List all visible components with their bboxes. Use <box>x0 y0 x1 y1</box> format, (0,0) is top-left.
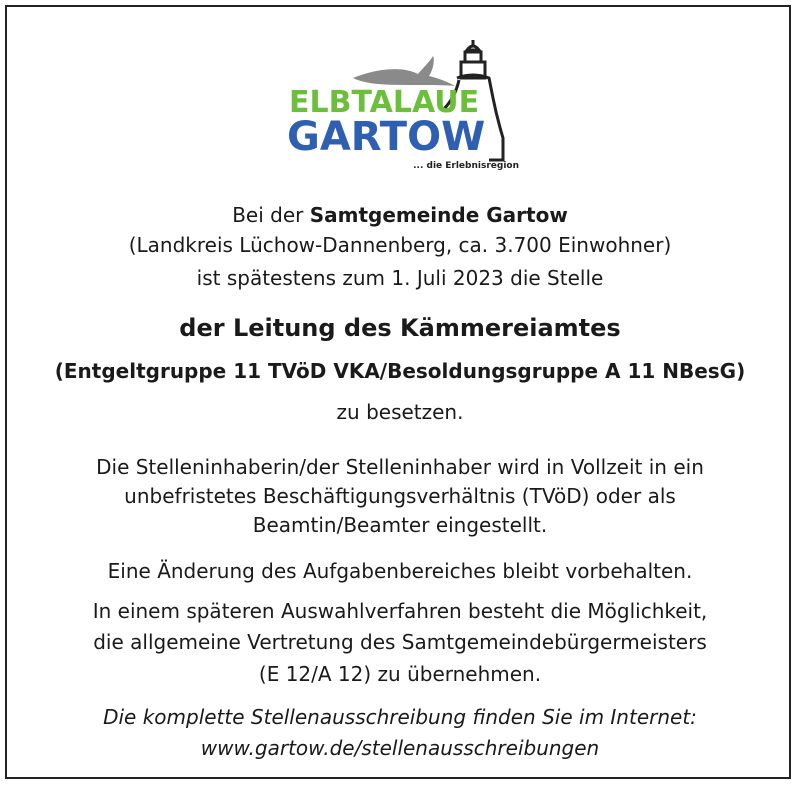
footer-line1: Die komplette Stellenausschreibung finden Sie im Internet: <box>103 705 697 729</box>
position-fill: zu besetzen. <box>336 400 464 424</box>
footer-url[interactable]: www.gartow.de/stellenausschreibungen <box>200 736 600 760</box>
logo-line1: ELBTALAUE <box>289 85 480 120</box>
body-p1-line3: Beamtin/Beamter eingestellt. <box>252 513 548 537</box>
intro-prefix: Bei der <box>232 203 310 227</box>
intro-line2: (Landkreis Lüchow-Dannenberg, ca. 3.700 Einwohner) <box>128 233 672 257</box>
intro-line3: ist spätestens zum 1. Juli 2023 die Stelle <box>196 266 604 290</box>
position-title: der Leitung des Kämmereiamtes <box>179 314 621 342</box>
body-p1-line2: unbefristetes Beschäftigungsverhältnis (TVöD) oder als <box>124 484 676 508</box>
bird-icon <box>353 56 455 86</box>
elbtalaue-gartow-logo <box>283 38 523 178</box>
org-name: Samtgemeinde Gartow <box>309 203 568 227</box>
body-p3-line1: In einem späteren Auswahlverfahren besteht die Möglichkeit, <box>92 599 708 623</box>
body-p1-line1: Die Stelleninhaberin/der Stelleninhaber wird in Vollzeit in ein <box>96 455 704 479</box>
logo-tagline: ... die Erlebnisregion <box>413 161 519 171</box>
logo-line2: GARTOW <box>287 114 486 160</box>
body-p3-line2: die allgemeine Vertretung des Samtgemeindebürgermeisters <box>93 630 707 654</box>
body-p2: Eine Änderung des Aufgabenbereiches bleibt vorbehalten. <box>107 559 693 583</box>
position-grade: (Entgeltgruppe 11 TVöD VKA/Besoldungsgruppe A 11 NBesG) <box>54 359 746 383</box>
intro-line1 <box>0 200 800 230</box>
body-p3-line3: (E 12/A 12) zu übernehmen. <box>258 662 542 686</box>
